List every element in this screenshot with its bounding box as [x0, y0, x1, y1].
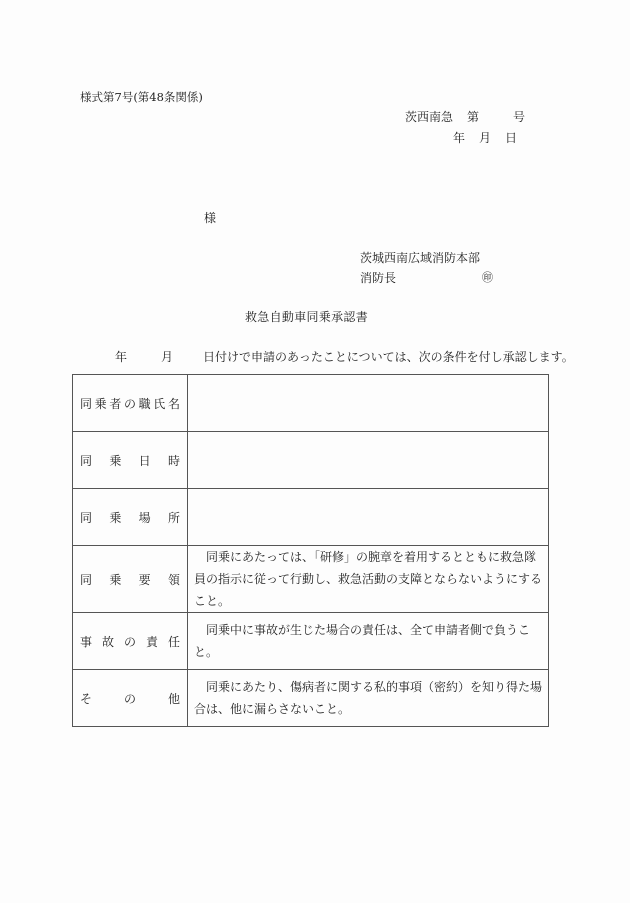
row-value [188, 375, 549, 432]
seal-mark: ㊞ [482, 271, 493, 284]
row-value-text: 同乗中に事故が生じた場合の責任は、全て申請者側で負うこと。 [194, 623, 531, 659]
label-char: 日 [138, 453, 151, 468]
label-char: 乗 [109, 510, 122, 525]
label-char: 要 [138, 572, 151, 587]
form-number: 様式第7号(第48条関係) [80, 90, 203, 104]
label-char: 者 [109, 396, 122, 411]
date-day: 日 [505, 131, 518, 145]
label-char: 名 [167, 396, 180, 411]
row-label-text [80, 690, 180, 707]
document-number [405, 108, 525, 125]
label-char: 任 [167, 634, 180, 649]
date-year: 年 [453, 131, 466, 145]
label-char: の [123, 396, 136, 411]
row-value [188, 432, 549, 489]
addressee-suffix: 様 [204, 211, 217, 225]
label-char: 故 [101, 634, 114, 649]
label-char: そ [80, 691, 93, 706]
intro-year: 年 [115, 350, 128, 364]
label-char: の [123, 691, 136, 706]
label-char: 乗 [109, 572, 122, 587]
intro-sentence [115, 348, 574, 365]
label-char: 乗 [94, 396, 107, 411]
passenger-name-row [73, 375, 549, 432]
label-char: 責 [145, 634, 158, 649]
row-label [73, 489, 188, 546]
ride-guidelines-row [73, 546, 549, 613]
label-char: 氏 [153, 396, 166, 411]
row-value [188, 613, 549, 670]
other-row [73, 670, 549, 727]
row-value [188, 546, 549, 613]
ride-datetime-row [73, 432, 549, 489]
label-char: 乗 [109, 453, 122, 468]
ride-location-row [73, 489, 549, 546]
date-month: 月 [479, 131, 492, 145]
doc-number-prefix: 茨西南急 [405, 110, 454, 124]
issue-date [453, 129, 517, 146]
issuer-title: 消防長 [360, 271, 397, 285]
row-label-text [80, 633, 180, 650]
row-label-text [80, 395, 180, 412]
label-char: 事 [80, 634, 93, 649]
row-value [188, 489, 549, 546]
row-label-text [80, 571, 180, 588]
accident-liability-row [73, 613, 549, 670]
conditions-table [72, 374, 549, 727]
label-char: 領 [167, 572, 180, 587]
document-title: 救急自動車同乗承認書 [245, 310, 369, 324]
intro-month: 月 [161, 350, 174, 364]
label-char: 職 [138, 396, 151, 411]
label-char: 同 [80, 453, 93, 468]
label-char: 場 [138, 510, 151, 525]
doc-number-mid: 第 [467, 110, 480, 124]
row-label [73, 375, 188, 432]
row-value [188, 670, 549, 727]
label-char: 時 [167, 453, 180, 468]
row-value-text: 同乗にあたっては、「研修」の腕章を着用するとともに救急隊員の指示に従って行動し、救急活動の支障とならないようにすること。 [194, 550, 543, 608]
row-label [73, 613, 188, 670]
label-char: 同 [80, 572, 93, 587]
row-label [73, 670, 188, 727]
row-label [73, 546, 188, 613]
label-char: 他 [167, 691, 180, 706]
row-label-text [80, 509, 180, 526]
label-char: の [123, 634, 136, 649]
row-label-text [80, 452, 180, 469]
row-label [73, 432, 188, 489]
row-value-text: 同乗にあたり、傷病者に関する私的事項（密約）を知り得た場合は、他に漏らさないこと。 [194, 680, 543, 716]
label-char: 所 [167, 510, 180, 525]
label-char: 同 [80, 510, 93, 525]
issuer-organization: 茨城西南広域消防本部 [360, 251, 481, 265]
doc-number-suffix: 号 [513, 110, 526, 124]
label-char: 同 [80, 396, 93, 411]
intro-text: 日付けで申請のあったことについては、次の条件を付し承認します。 [203, 350, 574, 364]
